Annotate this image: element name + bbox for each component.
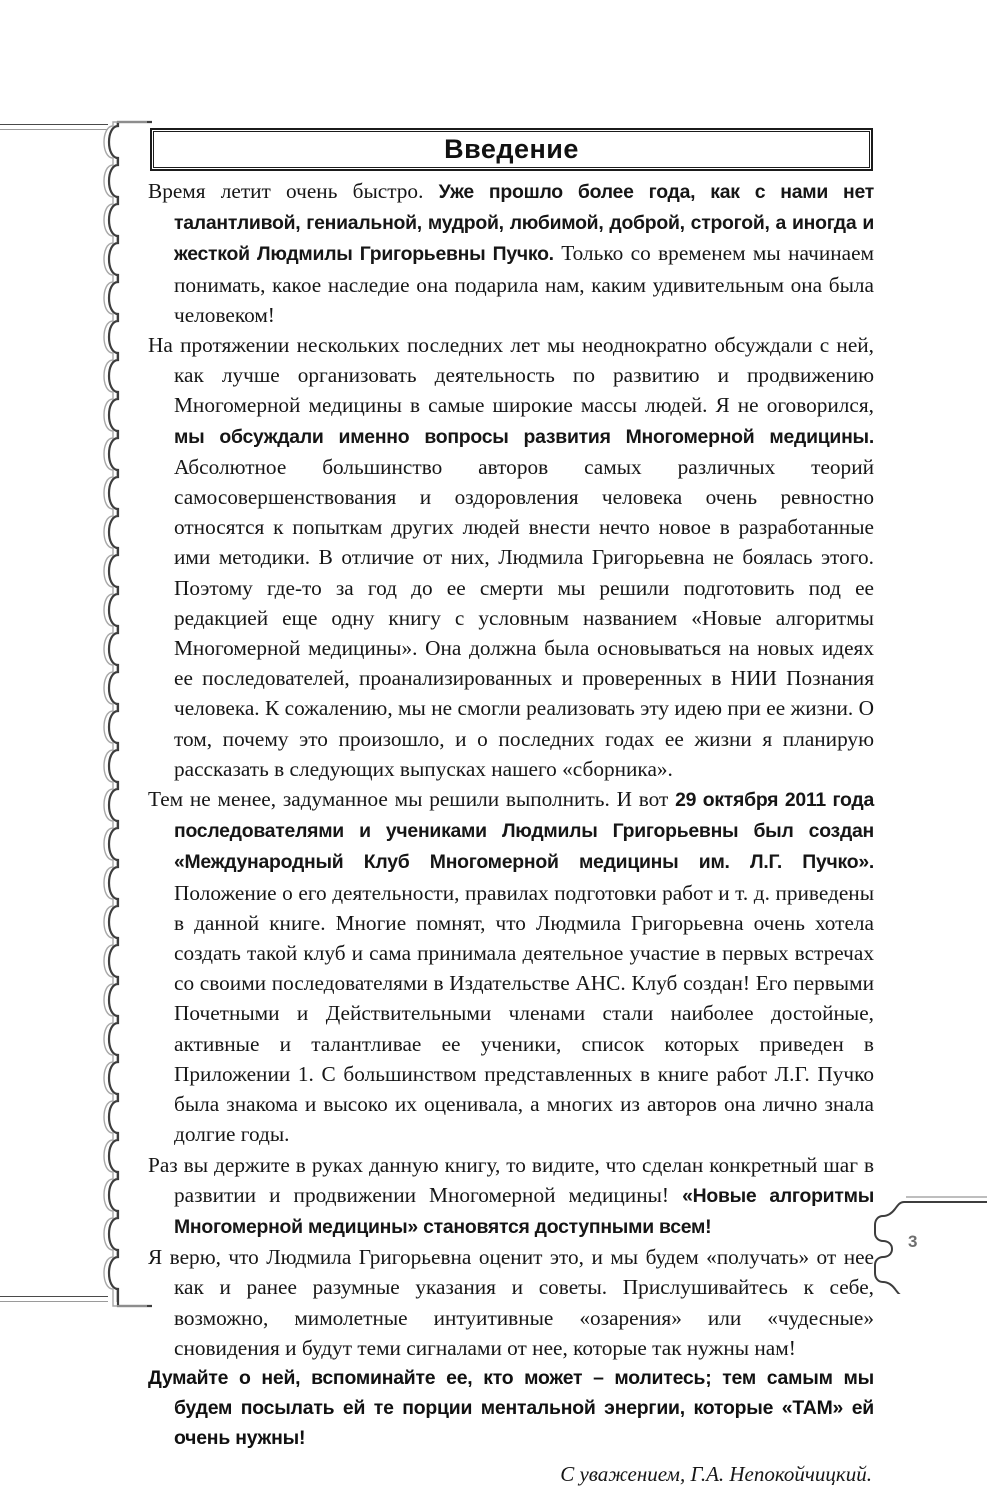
paragraph-segment: Абсолютное большинство авторов самых различных теорий самосовершенствования и оздоровления человека очень ревностно относятся к попыткам других людей внести нечто новое в разработанные ими методики. В отличие от них, Людмила Григорьевна не боялась этого. Поэтому где-то за год до ее смерти мы решили подготовить под ее редакцией еще одну книгу с условным названием «Новые алгоритмы Многомерной медицины». Она должна была основываться на новых идеях ее последователей, проанализированных и проверенных в НИИ Познания человека. К сожалению, мы не смогли реализовать эту идею при ее жизни. О том, почему это произошло, и о последних годах ее жизни я планирую рассказать в следующих выпусках нашего «сборника». [174,454,874,781]
page-number-bracket-icon [874,1196,987,1294]
body-text-column [148,176,874,1487]
paragraph-lead: Я верю, что Людмила Григорьевна [148,1245,479,1270]
closing-text: вспоминайте ее, кто может – молитесь; тем самым мы будем посылать ей те порции ментальной энергии, которые «ТАМ» ей очень нужны! [174,1366,874,1450]
paragraph-segment: И вот [616,787,676,812]
page-title: Введение [444,134,579,164]
paragraph-lead: Раз вы держите в руках данную книгу, [148,1152,507,1177]
section-title-box [150,128,873,171]
paragraph-p2 [148,330,874,784]
paragraph-segment-bold: 29 октября 2011 года последователями и учениками Людмилы Григорьевны был создан «Международный Клуб Многомерной медицины им. Л.Г. Пучко». [174,789,874,874]
page-number: 3 [908,1232,918,1251]
paragraph-lead: На протяжении нескольких последних лет [148,333,547,358]
paragraph-segment: Положение о его деятельности, правилах подготовки работ и т. д. приведены в данной книге. Многие помнят, что Людмила Григорьевна очень хотела создать такой клуб и сама принимала деятельное участие в первых встречах со своими последователями в Издательстве АНС. Клуб создан! Его первыми Почетными и Действительными членами стали наиболее достойные, активные и талантливае ее ученики, список которых приведен в Приложении 1. С большинством представленных в книге работ Л.Г. Пучко была знакома и высоко их оценивала, а многих из авторов она лично знала долгие годы. [174,880,874,1147]
scallop-border-icon [82,118,152,1310]
paragraph-segment-bold: Уже прошло более года, как с нами нет талантливой, гениальной, мудрой, любимой, доброй, строгой, а иногда и жесткой Людмилы Григорьевны Пучко. [174,181,874,266]
paragraph-lead: Тем не менее, задуманное мы решили выполнить. [148,787,617,812]
paragraph-p4 [148,1150,874,1243]
signature-line: С уважением, Г.А. Непокойчицкий. [560,1461,872,1486]
paragraph-segment: оценит это, и мы будем «получать» от нее как и ранее разумные указания и советы. Прислушивайтесь к себе, возможно, мимолетные интуитивные «озарения» или «чудесные» сновидения и будут теми сигналами от нее, которые так нужны нам! [174,1245,874,1360]
paragraph-p3 [148,784,874,1149]
paragraph-lead: Время летит очень быстро. [148,179,439,203]
paragraph-segment: Только со временем мы начинаем понимать, какое наследие она подарила нам, каким удивительным она была человеком! [174,241,874,327]
paragraph-segment-bold: мы обсуждали именно вопросы развития Многомерной медицины. [174,425,874,448]
paragraph-p5 [148,1242,874,1363]
paragraph-p1 [148,176,874,330]
paragraph-segment: мы неоднократно обсуждали с ней, как лучше организовать деятельность по развитию и продвижению Многомерной медицины в самые широкие массы людей. Я не оговорился, [174,333,874,418]
paragraph-list [148,176,874,1363]
paragraph-segment-bold: «Новые алгоритмы Многомерной медицины» становятся доступными всем! [174,1184,874,1238]
closing-bold-paragraph [148,1363,874,1454]
paragraph-segment: то видите, что сделан конкретный шаг в развитии и продвижении Многомерной медицины! [174,1152,874,1207]
closing-lead: Думайте о ней, [148,1366,312,1389]
